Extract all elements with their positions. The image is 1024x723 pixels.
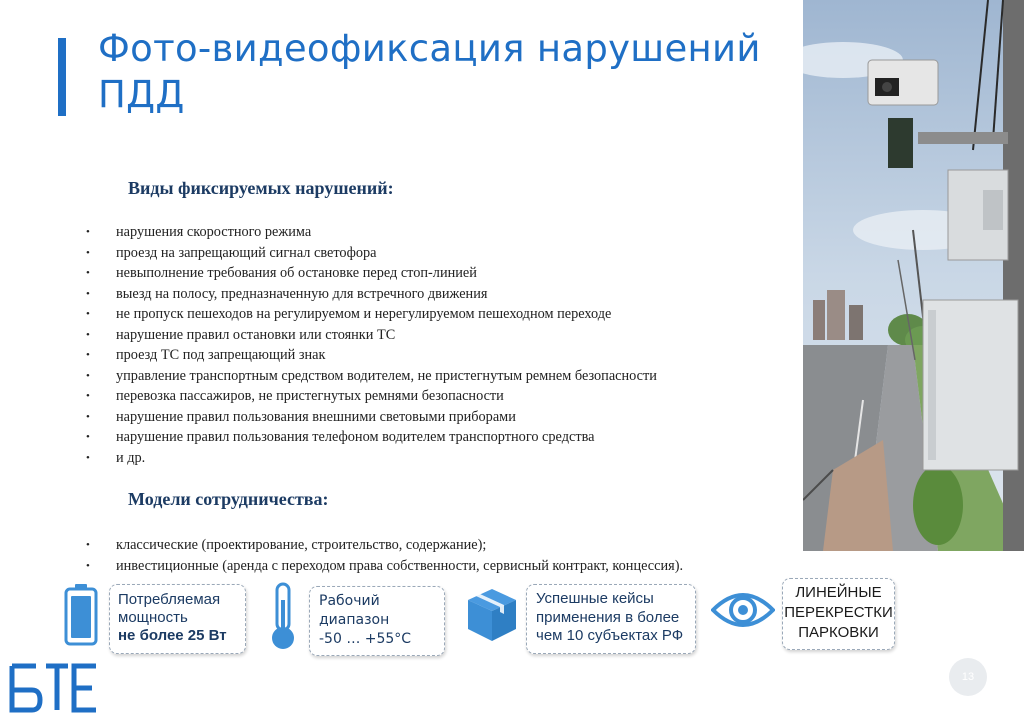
battery-icon [64, 584, 98, 651]
list-item: • и др. [86, 448, 657, 469]
list-item: • управление транспортным средством водителем, не пристегнутым ремнем безопасности [86, 366, 657, 387]
list-item: • классические (проектирование, строительство, содержание); [86, 535, 683, 556]
list-item: • не пропуск пешеходов на регулируемом и нерегулируемом пешеходном переходе [86, 304, 657, 325]
list-item: • невыполнение требования об остановке перед стоп-линией [86, 263, 657, 284]
list-item: • нарушения скоростного режима [86, 222, 657, 243]
list-item: • проезд на запрещающий сигнал светофора [86, 243, 657, 264]
temperature-value: -50 … +55°C [319, 631, 412, 647]
page-title: Фото-видеофиксация нарушений ПДД [98, 27, 761, 116]
list-item: • выезд на полосу, предназначенную для встречного движения [86, 284, 657, 305]
traffic-camera-photo [803, 0, 1024, 551]
thermometer-icon [267, 582, 299, 657]
eye-icon [711, 588, 775, 637]
power-feature-card [109, 584, 246, 654]
scenes-feature-card [782, 578, 895, 650]
cases-feature-card [526, 584, 696, 654]
scenes-line3: ПАРКОВКИ [798, 624, 879, 641]
list-item: • нарушение правил пользования внешними световыми приборами [86, 407, 657, 428]
box-icon [466, 587, 518, 648]
temperature-line1: Рабочий [319, 593, 380, 609]
list-item: • инвестиционные (аренда с переходом права собственности, сервисный контракт, концессия). [86, 556, 683, 577]
cooperation-heading: Модели сотрудничества: [128, 489, 329, 509]
temperature-line2: диапазон [319, 612, 390, 628]
list-item: • нарушение правил остановки или стоянки ТС [86, 325, 657, 346]
list-item: • перевозка пассажиров, не пристегнутых ремнями безопасности [86, 386, 657, 407]
cooperation-list [86, 535, 683, 576]
violations-heading: Виды фиксируемых нарушений: [128, 178, 394, 198]
company-logo [8, 660, 100, 716]
title-accent-bar [58, 38, 66, 116]
scenes-line1: ЛИНЕЙНЫЕ [795, 584, 882, 601]
page-number: 13 [949, 658, 987, 696]
cases-line1: Успешные кейсы [536, 590, 654, 607]
cases-line2: применения в более [536, 608, 680, 626]
temperature-feature-card [309, 586, 445, 656]
power-line2: мощность [118, 609, 188, 626]
power-line1: Потребляемая [118, 591, 221, 608]
power-value: не более 25 Вт [118, 627, 227, 644]
cases-line3: чем 10 субъектах РФ [536, 627, 684, 644]
scenes-line2: ПЕРЕКРЕСТКИ [784, 604, 893, 621]
list-item: • нарушение правил пользования телефоном водителем транспортного средства [86, 427, 657, 448]
violations-list [86, 222, 657, 468]
list-item: • проезд ТС под запрещающий знак [86, 345, 657, 366]
